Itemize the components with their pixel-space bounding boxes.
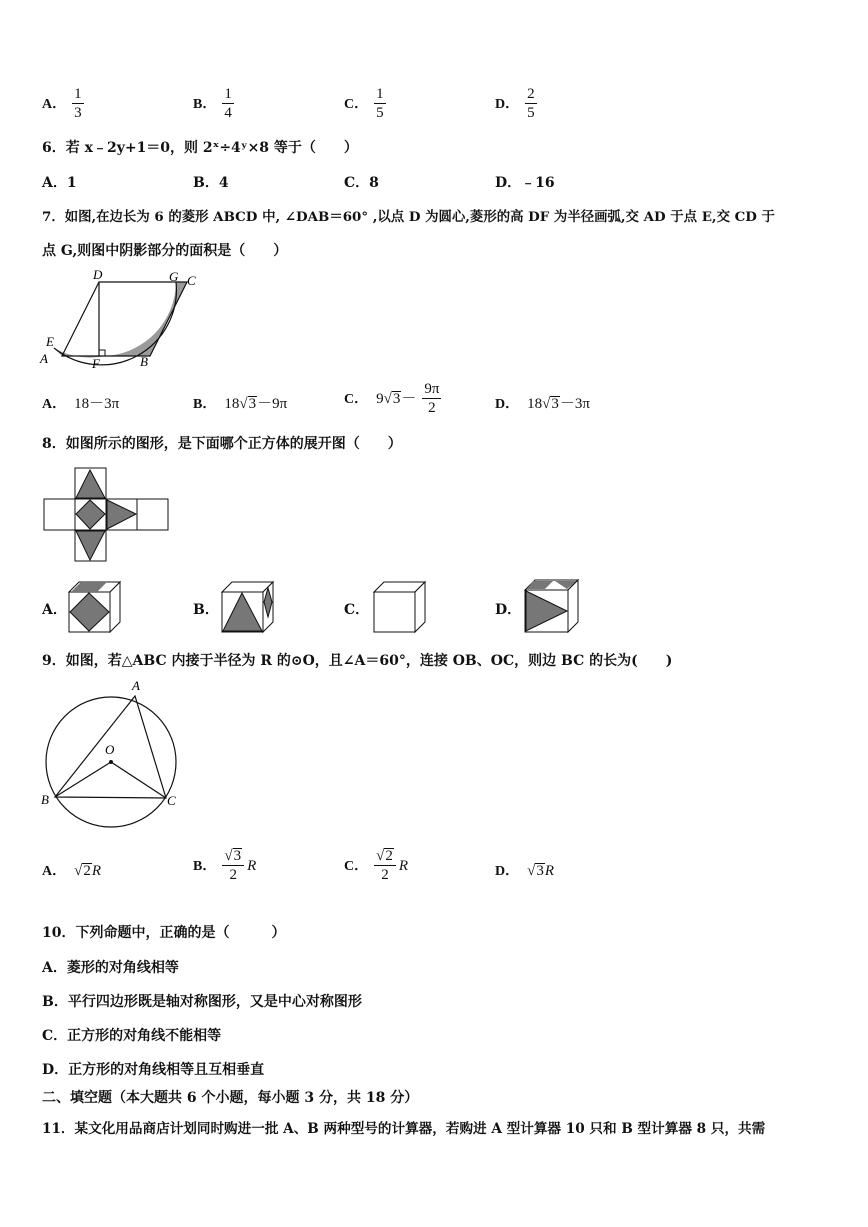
option-tail: －9π xyxy=(257,396,288,412)
option-label: A． xyxy=(42,864,67,879)
cube-front-face xyxy=(374,592,415,632)
label-b: B xyxy=(140,354,148,369)
option-label: B． xyxy=(193,97,217,112)
option-tail: R xyxy=(398,858,409,874)
q5-option-b xyxy=(193,86,234,122)
q8-option-d-label: D． xyxy=(495,602,522,618)
radicand: 2 xyxy=(83,863,91,879)
option-tail: R xyxy=(247,858,257,874)
center-point xyxy=(109,760,113,764)
denominator: 3 xyxy=(74,105,82,121)
denominator: 5 xyxy=(527,105,535,121)
q10-stem: 10．下列命题中，正确的是（ ） xyxy=(42,925,286,941)
q8-option-b-label: B． xyxy=(193,602,219,618)
q6-option-d xyxy=(495,172,555,192)
denominator: 2 xyxy=(229,867,237,883)
q8-option-d-cube xyxy=(523,578,581,634)
option-math: √3R xyxy=(527,863,555,879)
q5-option-d xyxy=(495,86,537,122)
numerator: 1 xyxy=(224,86,232,102)
option-label: D． xyxy=(495,864,520,879)
denominator: 4 xyxy=(224,105,232,121)
option-math: 9√3－ xyxy=(376,391,417,407)
q9-option-c xyxy=(344,848,408,884)
q5-option-c xyxy=(344,86,386,122)
option-label: D． xyxy=(495,175,522,191)
q9-option-b xyxy=(193,848,256,884)
q11-stem: 11．某文化用品商店计划同时购进一批 A、B 两种型号的计算器，若购进 A 型计算器 10 只和 B 型计算器 8 只，共需 xyxy=(42,1121,766,1137)
minus-sign: － xyxy=(401,391,417,407)
q7-stem-line2: 点 G,则图中阴影部分的面积是（ ） xyxy=(42,243,288,259)
q8-option-c-label: C． xyxy=(344,602,370,618)
coefficient: 18 xyxy=(527,396,543,412)
cube-side-face xyxy=(568,580,578,632)
radicand: 3 xyxy=(248,396,257,412)
denominator: 2 xyxy=(381,867,389,883)
arc-eg xyxy=(54,282,176,365)
fraction xyxy=(72,86,84,122)
label-d: D xyxy=(93,268,103,282)
segment-ob xyxy=(55,762,111,797)
coefficient: 9 xyxy=(376,391,384,407)
q6-option-b xyxy=(193,172,229,192)
label-f: F xyxy=(92,356,100,371)
circle-figure xyxy=(36,676,186,828)
option-tail: R xyxy=(544,863,555,879)
fraction xyxy=(525,86,537,122)
option-math: 18√3－3π xyxy=(527,396,590,412)
radicand: 2 xyxy=(385,848,393,864)
q10-option-d: D．正方形的对角线相等且互相垂直 xyxy=(42,1062,265,1078)
q10-option-a: A．菱形的对角线相等 xyxy=(42,960,179,976)
q7-option-a xyxy=(42,392,119,413)
fraction xyxy=(222,86,234,122)
option-label: B． xyxy=(193,859,217,874)
option-text: 4 xyxy=(218,175,229,191)
q9-option-a xyxy=(42,860,101,880)
option-text: 1 xyxy=(66,175,77,191)
numerator: 1 xyxy=(376,86,384,102)
coefficient: 18 xyxy=(224,396,240,412)
segment-oc xyxy=(111,762,166,798)
section-heading: 二、填空题（本大题共 6 个小题，每小题 3 分，共 18 分） xyxy=(42,1090,419,1106)
option-label: B． xyxy=(193,397,217,412)
option-label: A． xyxy=(42,397,67,412)
option-tail: R xyxy=(91,863,102,879)
q10-option-c: C．正方形的对角线不能相等 xyxy=(42,1028,222,1044)
option-label: D． xyxy=(495,97,520,112)
option-label: C． xyxy=(344,859,369,874)
option-label: D． xyxy=(495,397,520,412)
q8-option-b-cube xyxy=(220,580,276,634)
q8-option-c-cube xyxy=(372,580,428,634)
radicand: 3 xyxy=(392,391,401,407)
radicand: 3 xyxy=(536,863,544,879)
shaded-region-right xyxy=(106,282,187,356)
numerator: √2 xyxy=(374,848,396,866)
option-text: ﹣16 xyxy=(521,175,555,191)
q8-stem: 8．如图所示的图形，是下面哪个正方体的展开图（ ） xyxy=(42,436,402,452)
option-label: C． xyxy=(344,175,370,191)
option-math: √2R xyxy=(74,863,102,879)
label-e: E xyxy=(46,334,54,349)
numerator: 1 xyxy=(74,86,82,102)
rhombus-figure xyxy=(36,268,206,374)
option-label: C． xyxy=(344,97,369,112)
option-label: A． xyxy=(42,175,67,191)
q5-option-a xyxy=(42,86,84,122)
q9-option-d xyxy=(495,860,554,880)
q9-stem: 9．如图，若△ABC 内接于半径为 R 的⊙O，且∠A＝60°，连接 OB、OC，则边 BC 的长为( ) xyxy=(42,653,673,669)
net-square-far-right xyxy=(137,499,168,530)
fraction xyxy=(374,86,386,122)
radicand: 3 xyxy=(233,848,242,864)
q6-option-c xyxy=(344,172,379,192)
denominator: 2 xyxy=(428,400,436,416)
q7-option-c xyxy=(344,381,441,417)
net-square-left xyxy=(44,499,75,530)
numerator: √3 xyxy=(222,848,244,866)
q8-option-a-cube xyxy=(67,580,123,634)
label-c: C xyxy=(187,273,196,288)
rhombus-outline xyxy=(62,282,187,356)
option-text: 18－3π xyxy=(74,396,120,412)
q6-option-a xyxy=(42,172,77,192)
numerator: 9π xyxy=(424,381,440,397)
q8-option-a-label: A． xyxy=(42,602,67,618)
label-o: O xyxy=(105,742,115,757)
cube-net-figure xyxy=(40,465,172,565)
option-label: B． xyxy=(193,175,219,191)
label-c: C xyxy=(167,793,176,808)
q7-option-b xyxy=(193,392,287,413)
option-label: C． xyxy=(344,392,369,407)
radicand: 3 xyxy=(551,396,559,412)
label-a: A xyxy=(132,678,140,693)
fraction xyxy=(422,381,441,417)
numerator: 2 xyxy=(527,86,535,102)
q6-stem: 6．若 x﹣2y+1＝0，则 2ˣ÷4ʸ×8 等于（ ） xyxy=(42,140,358,156)
fraction xyxy=(374,848,396,884)
q7-stem-line1: 7．如图,在边长为 6 的菱形 ABCD 中, ∠DAB＝60° ,以点 D 为圆心,菱形的高 DF 为半径画弧,交 AD 于点 E,交 CD 于 xyxy=(42,209,775,225)
fraction xyxy=(222,848,244,884)
q10-option-b: B．平行四边形既是轴对称图形，又是中心对称图形 xyxy=(42,994,362,1010)
denominator: 5 xyxy=(376,105,384,121)
q7-option-d xyxy=(495,392,590,413)
option-math: 18√3－9π xyxy=(224,396,288,412)
option-label: A． xyxy=(42,97,67,112)
label-g: G xyxy=(169,269,179,284)
option-tail: －3π xyxy=(559,396,590,412)
label-b: B xyxy=(41,792,49,807)
label-a: A xyxy=(40,351,48,366)
option-text: 8 xyxy=(369,175,379,191)
